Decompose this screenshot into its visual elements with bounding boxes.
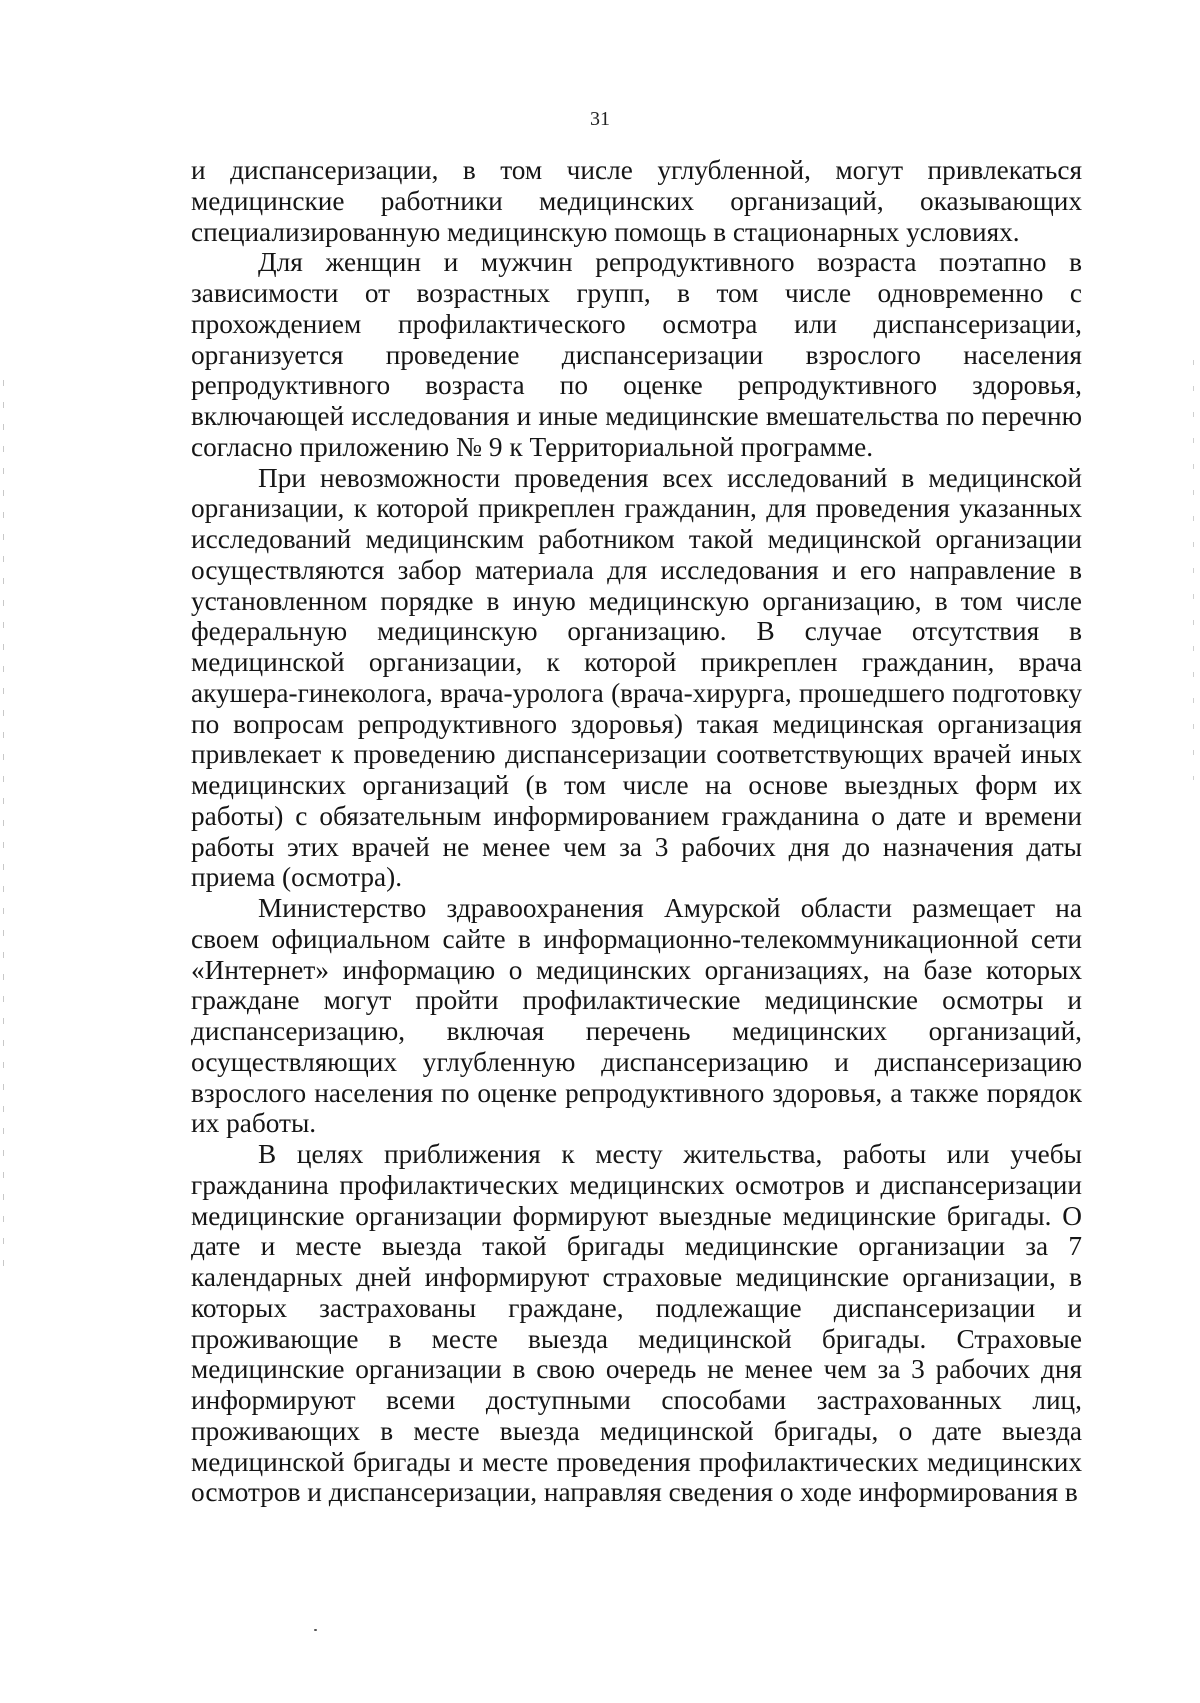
page-number: 31 [590,108,610,130]
paragraph: В целях приближения к месту жительства, работы или учебы гражданина профилактических медицинских осмотров и диспансеризации медицинские организации формируют выездные медицинские бригады. О дате и месте выезда такой бригады медицинские организации за 7 календарных дней информируют страховые медицинские организации, в которых застрахованы граждане, подлежащие диспансеризации и проживающие в месте выезда медицинской бригады. Страховые медицинские организации в свою очередь не менее чем за 3 рабочих дня информируют всеми доступными способами застрахованных лиц, проживающих в месте выезда медицинской бригады, о дате выезда медицинской бригады и месте проведения профилактических медицинских осмотров и диспансеризации, направляя сведения о ходе информирования в [191,1139,1082,1508]
paragraph-continuation: и диспансеризации, в том числе углубленной, могут привлекаться медицинские работники медицинских организаций, оказывающих специализированную медицинскую помощь в стационарных условиях. [191,155,1082,247]
scan-edge-artifact-left [3,380,4,1280]
scan-speck [314,1629,317,1631]
scan-edge-artifact-right [1193,360,1194,780]
paragraph: Министерство здравоохранения Амурской области размещает на своем официальном сайте в информационно-телекоммуникационной сети «Интернет» информацию о медицинских организациях, на базе которых граждане могут пройти профилактические медицинские осмотры и диспансеризацию, включая перечень медицинских организаций, осуществляющих углубленную диспансеризацию и диспансеризацию взрослого населения по оценке репродуктивного здоровья, а также порядок их работы. [191,893,1082,1139]
document-body [191,155,1082,1508]
paragraph: Для женщин и мужчин репродуктивного возраста поэтапно в зависимости от возрастных групп, в том числе одновременно с прохождением профилактического осмотра или диспансеризации, организуется проведение диспансеризации взрослого населения репродуктивного возраста по оценке репродуктивного здоровья, включающей исследования и иные медицинские вмешательства по перечню согласно приложению № 9 к Территориальной программе. [191,247,1082,462]
paragraph: При невозможности проведения всех исследований в медицинской организации, к которой прикреплен гражданин, для проведения указанных исследований медицинским работником такой медицинской организации осуществляются забор материала для исследования и его направление в установленном порядке в иную медицинскую организацию, в том числе федеральную медицинскую организацию. В случае отсутствия в медицинской организации, к которой прикреплен гражданин, врача акушера-гинеколога, врача-уролога (врача-хирурга, прошедшего подготовку по вопросам репродуктивного здоровья) такая медицинская организация привлекает к проведению диспансеризации соответствующих врачей иных медицинских организаций (в том числе на основе выездных форм их работы) с обязательным информированием гражданина о дате и времени работы этих врачей не менее чем за 3 рабочих дня до назначения даты приема (осмотра). [191,462,1082,893]
